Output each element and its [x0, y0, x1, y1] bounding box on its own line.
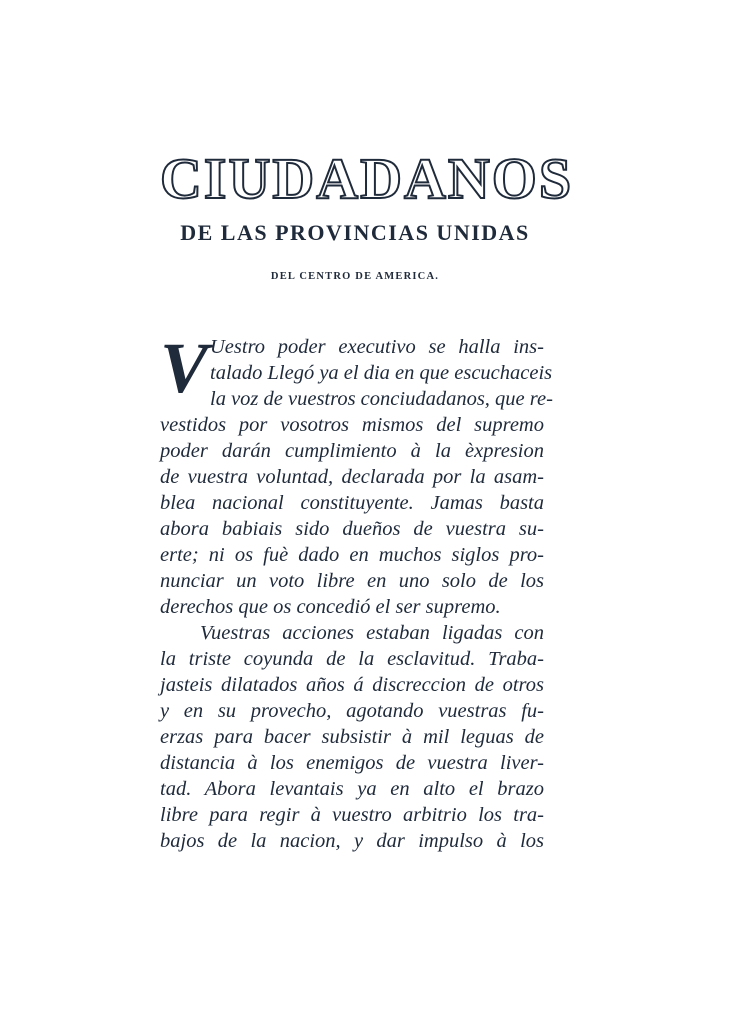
- text-line: de vuestra voluntad, declarada por la asam-: [160, 466, 544, 488]
- text-line: distancia à los enemigos de vuestra liver-: [160, 752, 544, 774]
- text-line: bajos de la nacion, y dar impulso à los: [160, 830, 544, 852]
- text-line: libre para regir à vuestro arbitrio los tra-: [160, 804, 544, 826]
- body-text: [160, 296, 553, 854]
- page-title: CIUDADANOS: [160, 146, 574, 211]
- text-line: erzas para bacer subsistir à mil leguas de: [160, 726, 544, 748]
- page-subtitle: DE LAS PROVINCIAS UNIDAS: [180, 220, 530, 245]
- text-line: la voz de vuestros conciudadanos, que re-: [210, 388, 553, 410]
- text-line: Vuestras acciones estaban ligadas con: [200, 622, 544, 644]
- drop-cap: V: [160, 328, 209, 408]
- paragraph-1: [160, 328, 553, 620]
- text-line: talado Llegó ya el dia en que escuchaceis: [210, 362, 553, 384]
- text-line-last: derechos que os concedió el ser supremo.: [160, 596, 501, 618]
- paragraph-2: [160, 620, 544, 854]
- text-line: abora babiais sido dueños de vuestra su-: [160, 518, 544, 540]
- text-line: Uestro poder executivo se halla ins-: [210, 336, 544, 358]
- text-line: la triste coyunda de la esclavitud. Traba-: [160, 648, 544, 670]
- page-subtitle-secondary: DEL CENTRO DE AMERICA.: [270, 271, 440, 282]
- text-line: y en su provecho, agotando vuestras fu-: [160, 700, 544, 722]
- text-line: vestidos por vosotros mismos del supremo: [160, 414, 544, 436]
- text-line: tad. Abora levantais ya en alto el brazo: [160, 778, 544, 800]
- text-line: jasteis dilatados años á discreccion de otros: [160, 674, 544, 696]
- text-line: erte; ni os fuè dado en muchos siglos pro-: [160, 544, 544, 566]
- text-line: blea nacional constituyente. Jamas basta: [160, 492, 544, 514]
- text-line: poder darán cumplimiento à la èxpresion: [160, 440, 544, 462]
- text-line: nunciar un voto libre en uno solo de los: [160, 570, 544, 592]
